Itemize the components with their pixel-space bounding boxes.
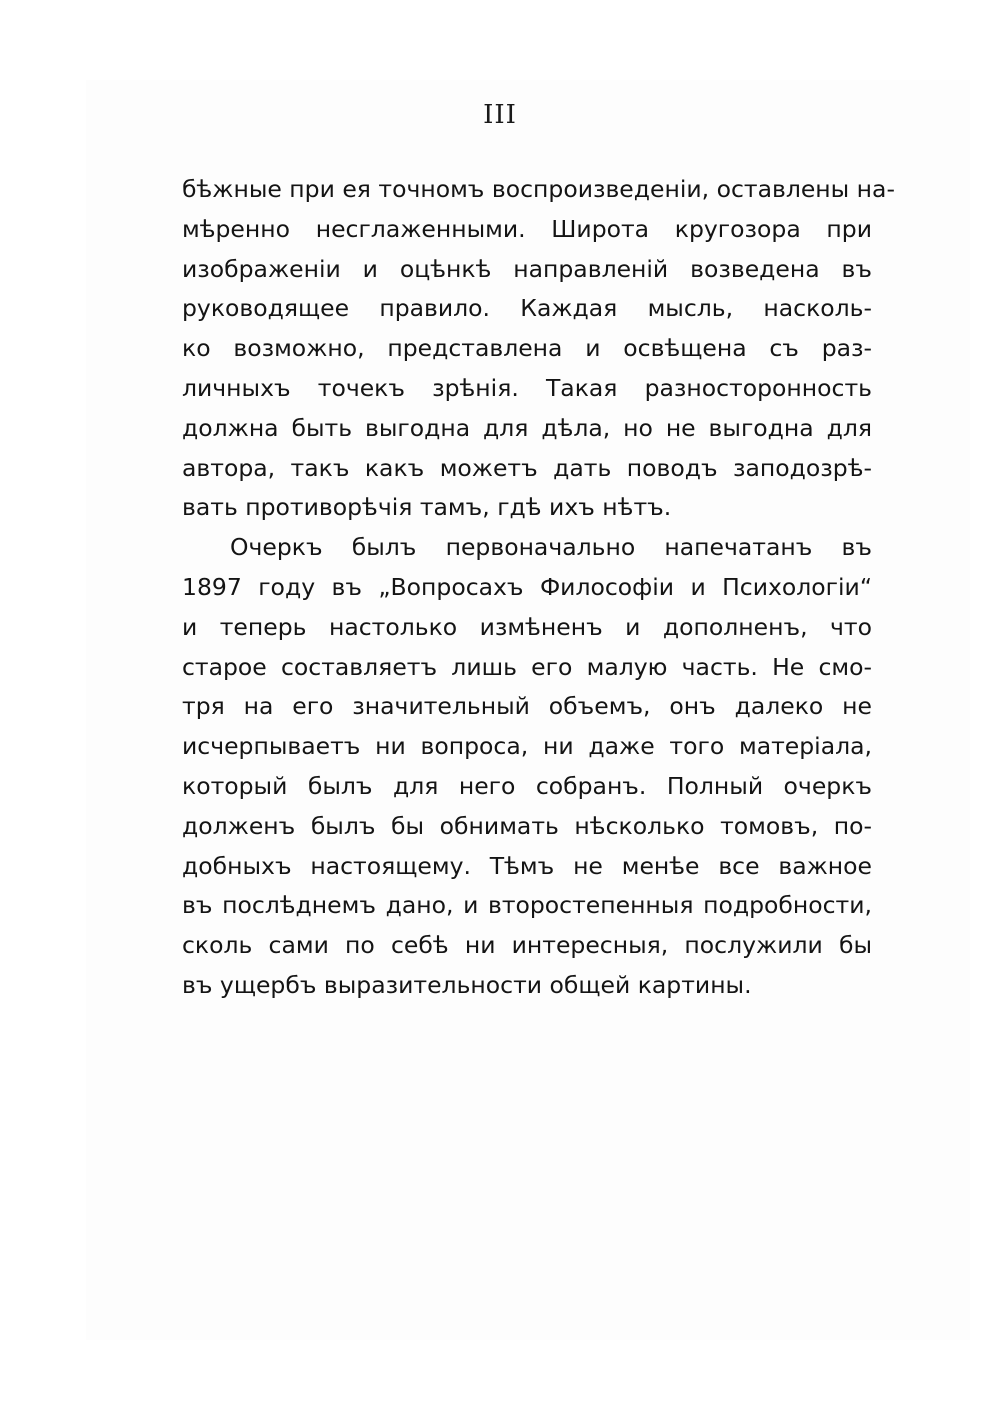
text-line: который былъ для него собранъ. Полный очеркъ	[182, 771, 872, 800]
text-line: изображенiи и оцѣнкѣ направленiй возведена въ	[182, 254, 872, 283]
text-line: долженъ былъ бы обнимать нѣсколько томовъ, по-	[182, 811, 872, 840]
page-number: III	[483, 100, 517, 130]
text-line: 1897 году въ „Вопросахъ Философiи и Психологiи“	[182, 572, 872, 601]
paragraph	[182, 528, 872, 1006]
text-line: въ послѣднемъ дано, и второстепенныя подробности,	[182, 891, 872, 920]
text-line: личныхъ точекъ зрѣнiя. Такая разносторонность	[182, 373, 872, 402]
text-line: въ ущербъ выразительности общей картины.	[182, 970, 752, 999]
text-line: и теперь настолько измѣненъ и дополненъ, что	[182, 612, 872, 641]
text-line: мѣренно несглаженными. Широта кругозора при	[182, 214, 872, 243]
text-line: тря на его значительный объемъ, онъ далеко не	[182, 692, 872, 721]
paragraph	[182, 170, 895, 528]
text-line: старое составляетъ лишь его малую часть. Не смо-	[182, 652, 872, 681]
text-line: добныхъ настоящему. Тѣмъ не менѣе все важное	[182, 851, 872, 880]
text-line: исчерпываетъ ни вопроса, ни даже того матерiала,	[182, 732, 872, 761]
body-text	[182, 170, 895, 1006]
text-line: бѣжные при ея точномъ воспроизведенiи, оставлены на-	[182, 175, 895, 203]
text-line: ко возможно, представлена и освѣщена съ раз-	[182, 334, 872, 363]
text-line: Очеркъ былъ первоначально напечатанъ въ	[230, 533, 872, 562]
text-line: автора, такъ какъ можетъ дать поводъ заподозрѣ-	[182, 453, 872, 482]
text-line: вать противорѣчiя тамъ, гдѣ ихъ нѣтъ.	[182, 493, 672, 522]
text-line: сколь сами по себѣ ни интересныя, послужили бы	[182, 931, 872, 960]
text-line: руководящее правило. Каждая мысль, насколь-	[182, 294, 872, 323]
text-line: должна быть выгодна для дѣла, но не выгодна для	[182, 413, 872, 442]
